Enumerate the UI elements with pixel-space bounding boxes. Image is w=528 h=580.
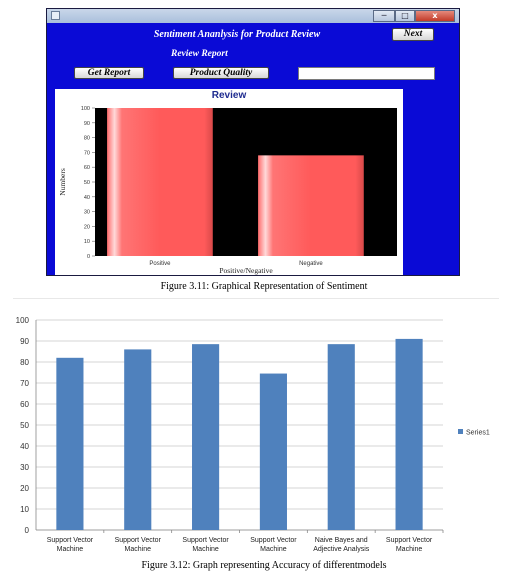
accuracy-x-tick-label: Support Vector Machine: [182, 537, 229, 553]
accuracy-y-tick-label: 90: [20, 337, 29, 346]
accuracy-x-tick-label: Support Vector Machine: [250, 537, 297, 553]
review-chart: [55, 89, 403, 275]
review-y-tick-label: 100: [80, 106, 90, 112]
review-y-tick-label: 0: [86, 254, 90, 260]
product-quality-button[interactable]: Product Quality: [173, 67, 269, 79]
figure-caption-1: Figure 3.11: Graphical Representation of Sentiment: [160, 281, 368, 292]
accuracy-legend-label: Series1: [466, 429, 490, 437]
maximize-button[interactable]: [395, 10, 415, 22]
review-y-tick-label: 70: [83, 150, 90, 157]
accuracy-x-tick-label: Support Vector Machine: [46, 537, 94, 553]
accuracy-bar: [56, 358, 83, 530]
accuracy-y-tick-label: 20: [20, 484, 29, 493]
review-y-tick-label: 10: [83, 239, 90, 246]
accuracy-x-tick-label: Support Vector Machine: [385, 537, 433, 553]
app-window: [46, 8, 460, 276]
title-bar: [47, 9, 459, 23]
review-y-axis-label: Numbers: [58, 168, 67, 196]
app-icon: [51, 11, 60, 20]
app-title: Sentiment Ananlysis for Product Review: [153, 29, 321, 40]
minimize-button[interactable]: [373, 10, 395, 22]
accuracy-bar: [260, 374, 287, 530]
minimize-icon: ─: [381, 11, 387, 20]
review-y-tick-label: 40: [83, 194, 90, 201]
accuracy-y-tick-label: 60: [20, 400, 29, 409]
accuracy-y-tick-label: 100: [15, 316, 29, 325]
get-report-button[interactable]: Get Report: [74, 67, 144, 79]
accuracy-chart: [0, 309, 528, 559]
figure-caption-2: Figure 3.12: Graph representing Accuracy of differentmodels: [141, 560, 387, 571]
next-button[interactable]: Next: [392, 28, 434, 41]
accuracy-bar: [396, 339, 423, 530]
close-button[interactable]: [415, 10, 455, 22]
accuracy-y-tick-label: 50: [20, 421, 29, 430]
accuracy-y-tick-label: 80: [20, 358, 29, 367]
review-bar: [258, 155, 364, 256]
accuracy-y-tick-label: 0: [24, 526, 29, 535]
review-y-tick-label: 90: [83, 120, 90, 127]
review-x-axis-label: Positive/Negative: [219, 266, 273, 275]
accuracy-bar: [124, 349, 151, 530]
accuracy-y-tick-label: 30: [20, 463, 29, 472]
accuracy-x-tick-label: Support Vector Machine: [114, 537, 161, 553]
review-chart-panel: [55, 89, 403, 275]
review-y-tick-label: 60: [83, 165, 90, 172]
review-bar: [107, 108, 213, 256]
accuracy-bar: [328, 344, 355, 530]
side-strip: [454, 87, 459, 273]
product-quality-field[interactable]: [298, 67, 435, 80]
review-y-tick-label: 30: [83, 209, 90, 216]
review-x-tick-label: Positive: [149, 261, 171, 267]
report-subtitle: Review Report: [171, 49, 228, 59]
section-divider: [13, 298, 499, 299]
maximize-icon: □: [401, 11, 409, 20]
accuracy-y-tick-label: 70: [20, 379, 29, 388]
review-x-tick-label: Negative: [299, 261, 323, 267]
accuracy-legend-swatch: [458, 429, 463, 434]
review-y-tick-label: 80: [83, 135, 90, 142]
review-y-tick-label: 50: [83, 180, 90, 186]
accuracy-y-tick-label: 40: [20, 442, 29, 451]
accuracy-y-tick-label: 10: [20, 505, 29, 514]
review-y-tick-label: 20: [83, 224, 90, 231]
accuracy-bar: [192, 344, 219, 530]
review-chart-title: Review: [211, 90, 247, 101]
accuracy-x-tick-label: Naive Bayes and Adjective Analysis: [313, 537, 370, 553]
close-icon: x: [432, 11, 438, 20]
